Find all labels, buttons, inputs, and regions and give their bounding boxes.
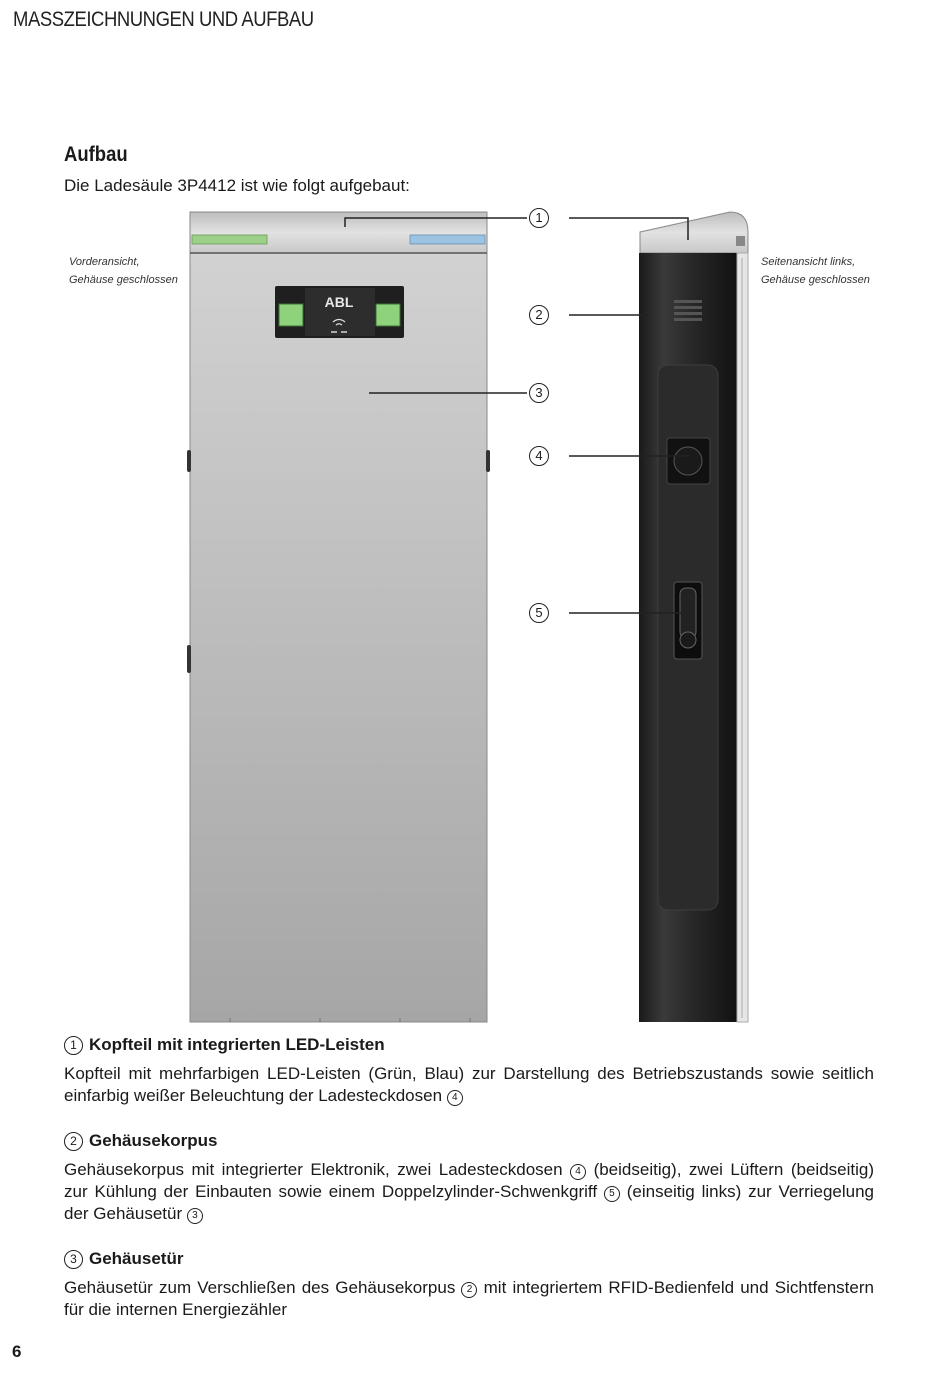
callout-5: 5 bbox=[529, 603, 549, 623]
item-number: 2 bbox=[64, 1132, 83, 1151]
ref-marker: 5 bbox=[604, 1186, 620, 1202]
item-title-text: Kopfteil mit integrierten LED-Leisten bbox=[89, 1035, 385, 1054]
logo-abl: ABL bbox=[324, 294, 354, 310]
front-view bbox=[187, 212, 490, 1022]
callout-4: 4 bbox=[529, 446, 549, 466]
ref-marker: 4 bbox=[447, 1090, 463, 1106]
callout-3: 3 bbox=[529, 383, 549, 403]
callout-2: 2 bbox=[529, 305, 549, 325]
section-intro: Die Ladesäule 3P4412 ist wie folgt aufgebaut: bbox=[64, 176, 410, 195]
meter-display-right bbox=[376, 304, 400, 326]
item-housing-door bbox=[64, 1249, 874, 1321]
section-title: Aufbau bbox=[64, 143, 128, 166]
led-strip-blue bbox=[410, 235, 485, 244]
ref-marker: 4 bbox=[570, 1164, 586, 1180]
item-number: 3 bbox=[64, 1250, 83, 1269]
side-view bbox=[639, 212, 748, 1022]
item-title-text: Gehäusekorpus bbox=[89, 1131, 218, 1150]
item-description: Gehäusetür zum Verschließen des Gehäusekorpus 2 mit integriertem RFID-Bedienfeld und Sichtfenstern für die internen Energiezähler bbox=[64, 1278, 874, 1319]
led-strip-green bbox=[192, 235, 267, 244]
front-caption-line-1: Vorderansicht, bbox=[69, 256, 140, 268]
item-number: 1 bbox=[64, 1036, 83, 1055]
callout-1: 1 bbox=[529, 208, 549, 228]
item-housing-body bbox=[64, 1131, 874, 1225]
item-description: Gehäusekorpus mit integrierter Elektronik, zwei Ladesteckdosen 4 (beidseitig), zwei Lüftern (beidseitig) zur Kühlung der Einbauten sowie einem Doppelzylinder-Schwenkgriff 5 (einseitig links) zur Verriegelung der Gehäusetür 3 bbox=[64, 1160, 875, 1223]
front-view-caption bbox=[69, 253, 178, 289]
item-head-part bbox=[64, 1035, 874, 1107]
page-header: MASSZEICHNUNGEN UND AUFBAU bbox=[13, 8, 314, 31]
side-caption-line-1: Seitenansicht links, bbox=[761, 256, 856, 268]
ref-marker: 3 bbox=[187, 1208, 203, 1224]
ref-marker: 2 bbox=[461, 1282, 477, 1298]
item-title-1 bbox=[64, 1035, 874, 1055]
side-caption-line-2: Gehäuse geschlossen bbox=[761, 274, 870, 286]
front-caption-line-2: Gehäuse geschlossen bbox=[69, 274, 178, 286]
item-description: Kopfteil mit mehrfarbigen LED-Leisten (Grün, Blau) zur Darstellung des Betriebszustands sowie seitlich einfarbig weißer Beleuchtung der Ladesteckdosen 4 bbox=[64, 1064, 874, 1105]
item-title-3 bbox=[64, 1249, 874, 1269]
side-view-caption bbox=[761, 253, 870, 289]
page-number: 6 bbox=[12, 1342, 22, 1361]
meter-display-left bbox=[279, 304, 303, 326]
item-title-text: Gehäusetür bbox=[89, 1249, 184, 1268]
item-title-2 bbox=[64, 1131, 874, 1151]
